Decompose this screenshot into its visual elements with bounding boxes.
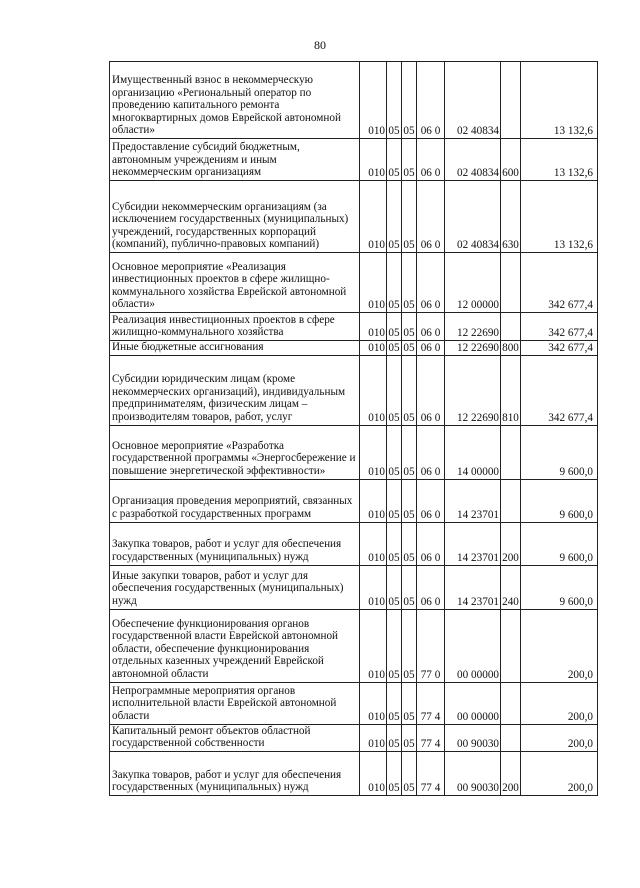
ministry-code: 010: [360, 724, 387, 751]
section-code: 05: [387, 313, 402, 341]
section-code: 05: [387, 425, 402, 479]
program-code: 06 0: [417, 341, 445, 356]
amount: 9 600,0: [521, 479, 598, 522]
subsection-code: 05: [402, 479, 417, 522]
program-code: 06 0: [417, 253, 445, 313]
ministry-code: 010: [360, 62, 387, 139]
ministry-code: 010: [360, 479, 387, 522]
expense-kind-code: [501, 682, 521, 724]
amount: 342 677,4: [521, 341, 598, 356]
section-code: 05: [387, 522, 402, 565]
amount: 342 677,4: [521, 355, 598, 425]
expense-kind-code: [501, 253, 521, 313]
amount: 342 677,4: [521, 313, 598, 341]
ministry-code: 010: [360, 425, 387, 479]
row-name: Организация проведения мероприятий, связанных с разработкой государственных программ: [110, 479, 360, 522]
subsection-code: 05: [402, 565, 417, 609]
row-name: Имущественный взнос в некоммерческую организацию «Региональный оператор по проведению капитального ремонта многоквартирных домов Еврейской автономной области»: [110, 62, 360, 139]
item-code: 14 23701: [445, 522, 501, 565]
expense-kind-code: 600: [501, 139, 521, 181]
table-row: [110, 62, 598, 139]
ministry-code: 010: [360, 139, 387, 181]
subsection-code: 05: [402, 253, 417, 313]
expense-kind-code: 630: [501, 181, 521, 253]
program-code: 77 0: [417, 609, 445, 682]
section-code: 05: [387, 253, 402, 313]
expense-kind-code: 800: [502, 342, 519, 354]
table-row: [110, 682, 598, 724]
subsection-code: 05: [402, 355, 417, 425]
subsection-code: 05: [402, 522, 417, 565]
ministry-code: 010: [360, 565, 387, 609]
section-code: 05: [387, 565, 402, 609]
row-name: Основное мероприятие «Разработка государственной программы «Энергосбережение и повышение энергетической эффективности»: [110, 425, 360, 479]
page-number: 80: [314, 38, 326, 52]
program-code: 06 0: [417, 355, 445, 425]
section-code: 05: [387, 682, 402, 724]
row-name: Основное мероприятие «Реализация инвестиционных проектов в сфере жилищно-коммунального хозяйства Еврейской автономной области»: [110, 253, 360, 313]
section-code: 05: [388, 342, 400, 354]
amount: 200,0: [521, 682, 598, 724]
ministry-code: 010: [360, 355, 387, 425]
row-name: Субсидии юридическим лицам (кроме некоммерческих организаций), индивидуальным предпринимателям, физическим лицам – производителям товаров, работ, услуг: [110, 355, 360, 425]
row-name: Закупка товаров, работ и услуг для обеспечения государственных (муниципальных) нужд: [110, 522, 360, 565]
expense-kind-code: 200: [501, 751, 521, 795]
row-name: Капитальный ремонт объектов областной государственной собственности: [110, 724, 360, 751]
budget-table: [109, 61, 598, 796]
amount: 9 600,0: [521, 565, 598, 609]
amount: 342 677,4: [521, 253, 598, 313]
expense-kind-code: 240: [501, 565, 521, 609]
row-name: Реализация инвестиционных проектов в сфере жилищно-коммунального хозяйства: [110, 313, 360, 341]
table-row: [110, 609, 598, 682]
expense-kind-code: [501, 313, 521, 341]
table-row: [110, 751, 598, 795]
subsection-code: 05: [402, 313, 417, 341]
item-code: 12 22690: [445, 341, 501, 356]
section-code: 05: [387, 751, 402, 795]
table-row: [110, 253, 598, 313]
subsection-code: 05: [402, 139, 417, 181]
ministry-code: 010: [360, 682, 387, 724]
row-name: Непрограммные мероприятия органов исполнительной власти Еврейской автономной области: [110, 682, 360, 724]
subsection-code: 05: [403, 342, 415, 354]
ministry-code: 010: [360, 751, 387, 795]
subsection-code: 05: [402, 62, 417, 139]
expense-kind-code: [501, 479, 521, 522]
item-code: 00 00000: [445, 682, 501, 724]
row-name: Предоставление субсидий бюджетным, автономным учреждениям и иным некоммерческим организациям: [110, 139, 360, 181]
ministry-code: 010: [360, 313, 387, 341]
row-name: Обеспечение функционирования органов государственной власти Еврейской автономной области, обеспечение функционирования отдельных казенных учреждений Еврейской автономной области: [110, 609, 360, 682]
amount: 200,0: [521, 609, 598, 682]
item-code: 14 23701: [445, 565, 501, 609]
program-code: 06 0: [417, 313, 445, 341]
program-code: 06 0: [417, 565, 445, 609]
expense-kind-code: [501, 724, 521, 751]
subsection-code: 05: [402, 751, 417, 795]
program-code: 06 0: [417, 181, 445, 253]
item-code: 12 22690: [445, 355, 501, 425]
item-code: 14 00000: [445, 425, 501, 479]
amount: 13 132,6: [521, 62, 598, 139]
table-row: [110, 139, 598, 181]
item-code: 12 22690: [445, 313, 501, 341]
program-code: 77 4: [417, 724, 445, 751]
item-code: 00 00000: [445, 609, 501, 682]
program-code: 06 0: [417, 425, 445, 479]
item-code: 14 23701: [445, 479, 501, 522]
table-row: [110, 313, 598, 341]
amount: 200,0: [521, 751, 598, 795]
amount: 200,0: [521, 724, 598, 751]
program-code: 06 0: [417, 479, 445, 522]
ministry-code: 010: [360, 341, 387, 356]
subsection-code: 05: [402, 609, 417, 682]
section-code: 05: [387, 724, 402, 751]
table-row: [110, 724, 598, 751]
ministry-code: 010: [360, 181, 387, 253]
section-code: 05: [387, 355, 402, 425]
expense-kind-code: [501, 609, 521, 682]
subsection-code: 05: [402, 724, 417, 751]
row-name: Закупка товаров, работ и услуг для обеспечения государственных (муниципальных) нужд: [110, 751, 360, 795]
program-code: 06 0: [417, 62, 445, 139]
table-row: [110, 341, 598, 356]
program-code: 06 0: [417, 139, 445, 181]
row-name: Иные бюджетные ассигнования: [110, 341, 360, 356]
ministry-code: 010: [360, 522, 387, 565]
ministry-code: 010: [360, 253, 387, 313]
section-code: 05: [387, 139, 402, 181]
row-name: Субсидии некоммерческим организациям (за исключением государственных (муниципальных) учреждений, государственных корпораций (компаний), публично-правовых компаний): [110, 181, 360, 253]
program-code: 77 4: [417, 682, 445, 724]
item-code: 00 90030: [445, 751, 501, 795]
item-code: 02 40834: [445, 181, 501, 253]
table-row: [110, 425, 598, 479]
table-row: [110, 522, 598, 565]
amount: 13 132,6: [521, 181, 598, 253]
item-code: 00 90030: [445, 724, 501, 751]
table-row: [110, 181, 598, 253]
amount: 9 600,0: [521, 425, 598, 479]
section-code: 05: [387, 609, 402, 682]
table-row: [110, 355, 598, 425]
table-row: [110, 479, 598, 522]
item-code: 02 40834: [445, 62, 501, 139]
subsection-code: 05: [402, 425, 417, 479]
subsection-code: 05: [402, 682, 417, 724]
subsection-code: 05: [402, 181, 417, 253]
ministry-code: 010: [360, 609, 387, 682]
item-code: 12 00000: [445, 253, 501, 313]
expense-kind-code: [501, 425, 521, 479]
program-code: 06 0: [417, 522, 445, 565]
row-name: Иные закупки товаров, работ и услуг для обеспечения государственных (муниципальных) нужд: [110, 565, 360, 609]
expense-kind-code: 200: [501, 522, 521, 565]
budget-table-body: [110, 62, 598, 796]
section-code: 05: [387, 181, 402, 253]
amount: 9 600,0: [521, 522, 598, 565]
expense-kind-code: [501, 62, 521, 139]
expense-kind-code: 810: [501, 355, 521, 425]
item-code: 02 40834: [445, 139, 501, 181]
section-code: 05: [387, 479, 402, 522]
program-code: 77 4: [417, 751, 445, 795]
amount: 13 132,6: [521, 139, 598, 181]
table-row: [110, 565, 598, 609]
section-code: 05: [387, 62, 402, 139]
